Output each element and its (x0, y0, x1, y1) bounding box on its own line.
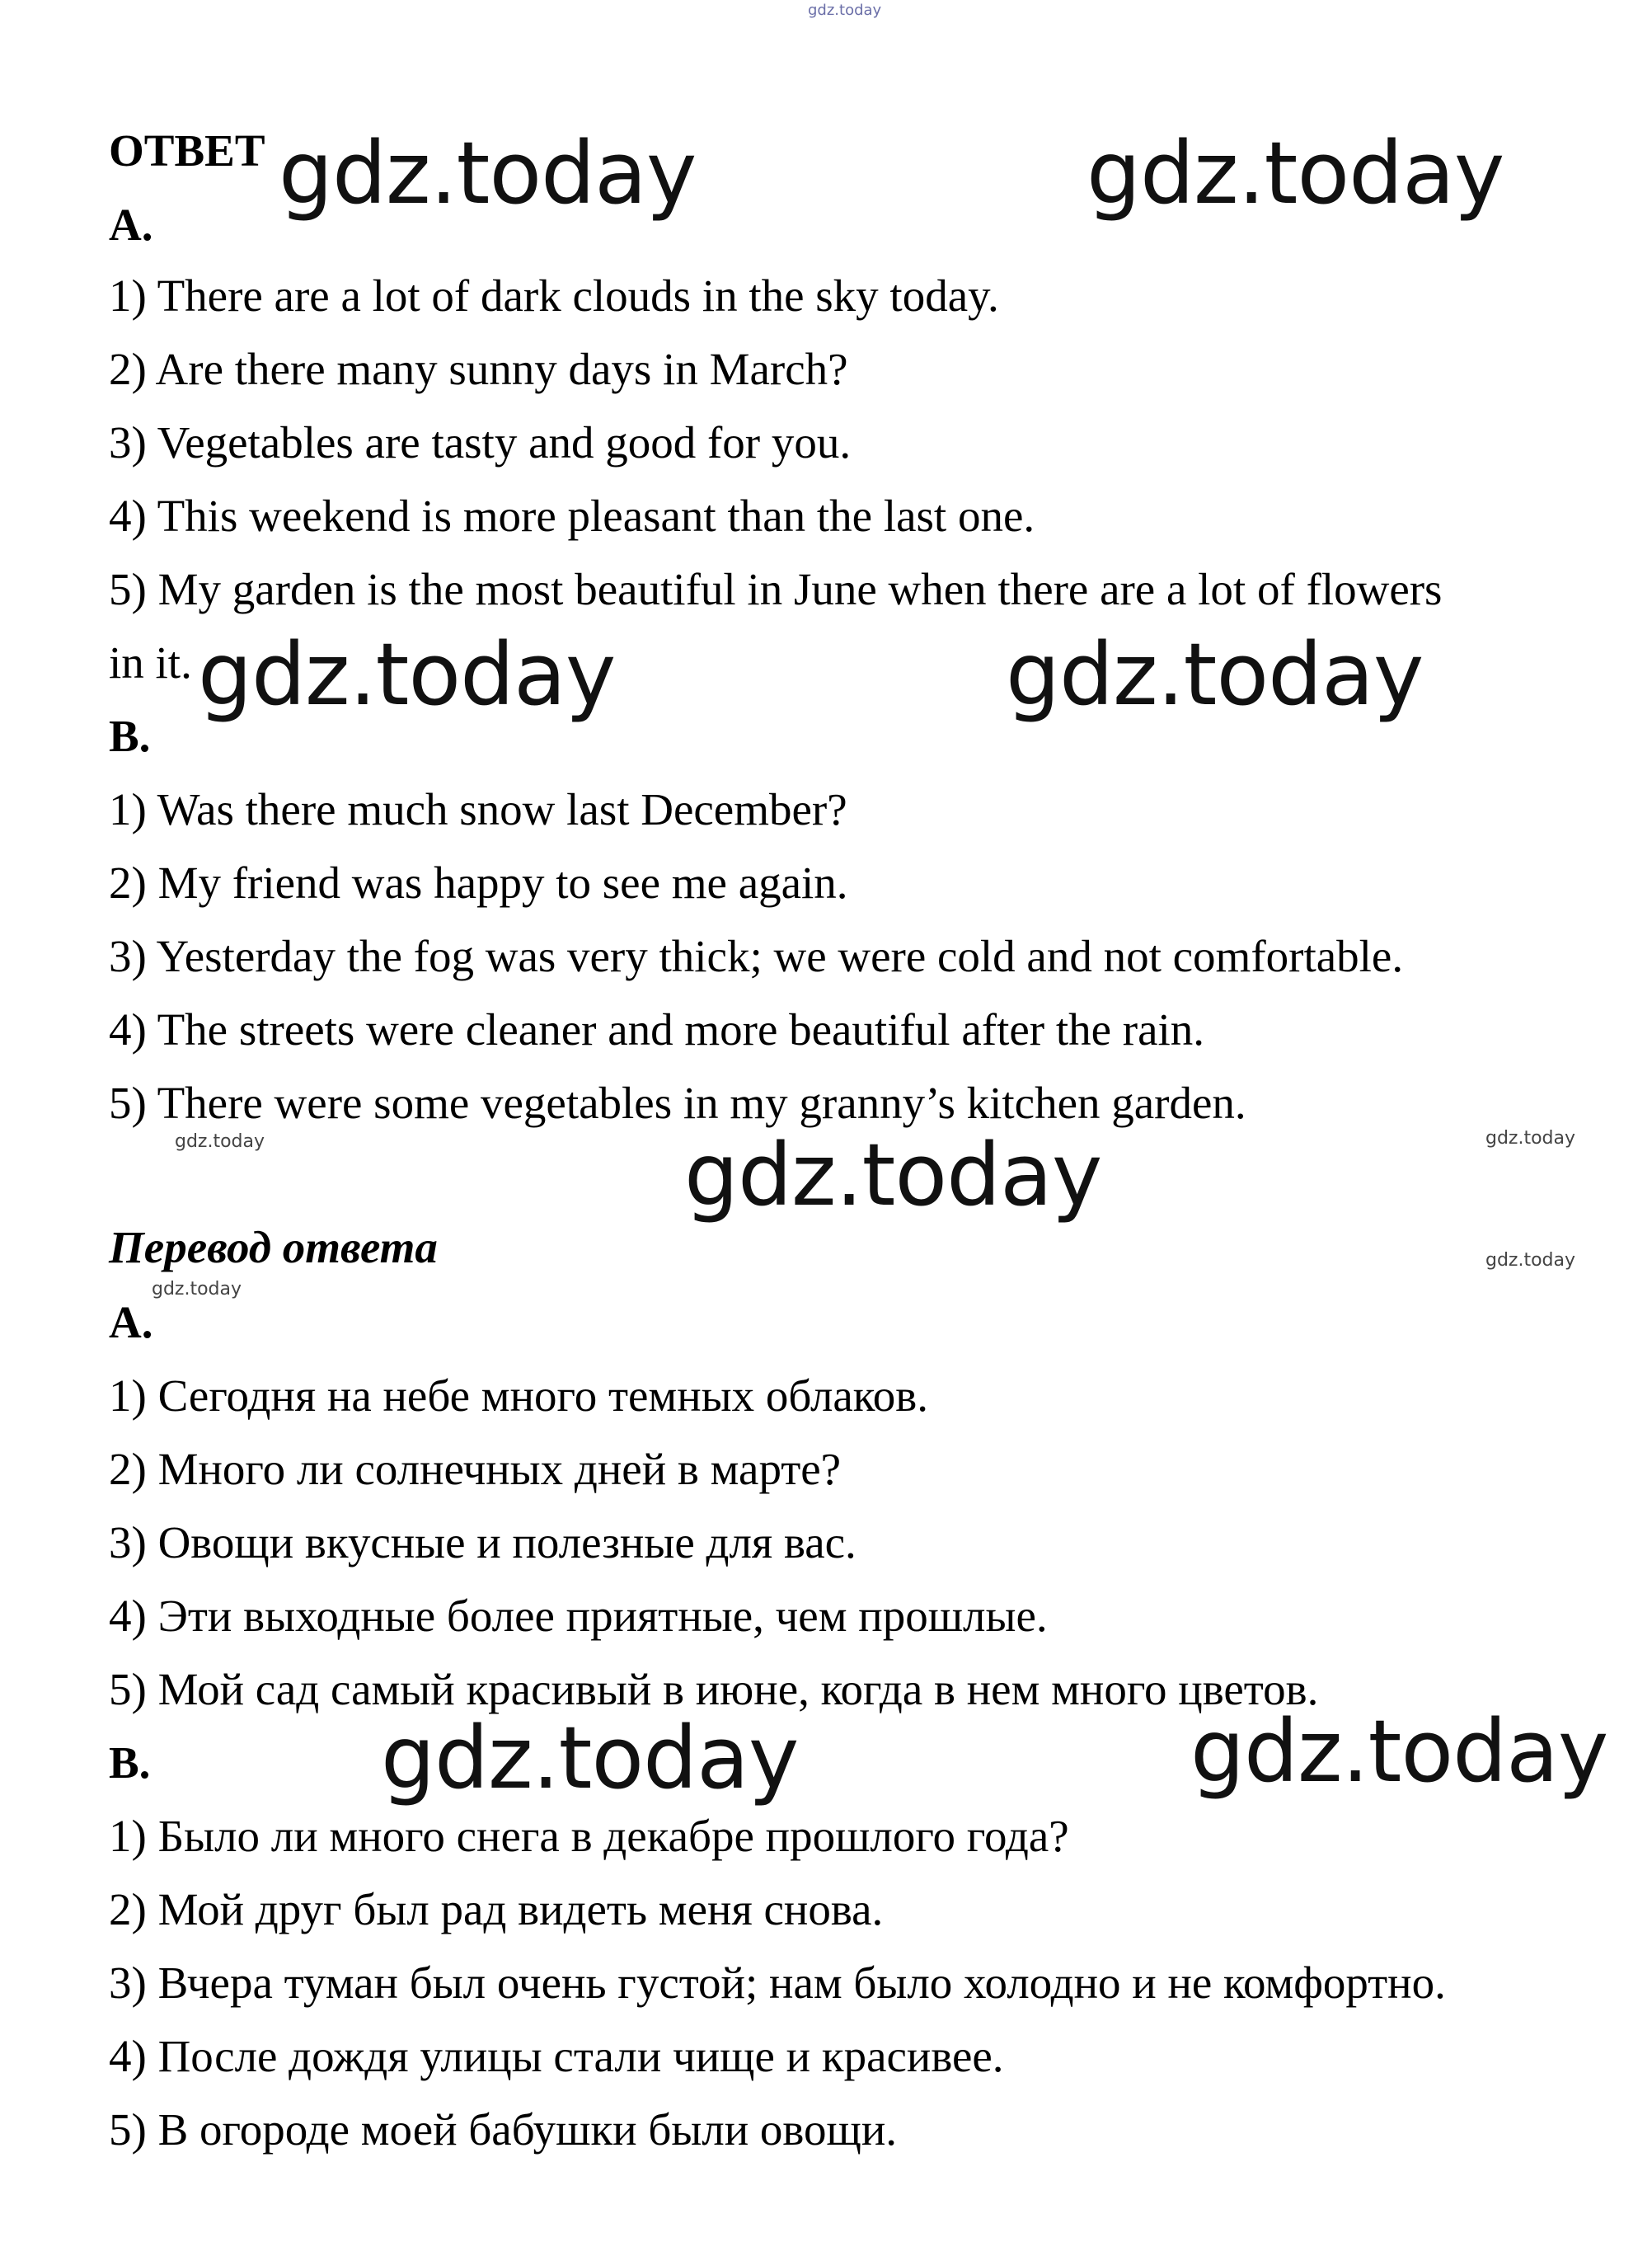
translation-section-a-label: A. (109, 1297, 153, 1347)
answer-b-item-2: 2) My friend was happy to see me again. (109, 858, 848, 908)
translation-b-item-4: 4) После дождя улицы стали чище и красивее. (109, 2031, 1004, 2081)
translation-b-item-1: 1) Было ли много снега в декабре прошлого года? (109, 1811, 1069, 1861)
answer-a-item-5-cont: in it. (109, 637, 192, 688)
answer-heading: ОТВЕТ (109, 125, 265, 176)
answer-a-item-5: 5) My garden is the most beautiful in June when there are a lot of flowers (109, 564, 1443, 614)
watermark-small: gdz.today (1485, 1250, 1576, 1271)
translation-b-item-5: 5) В огороде моей бабушки были овощи. (109, 2104, 898, 2155)
watermark-large: gdz.today (279, 123, 697, 223)
answer-b-item-1: 1) Was there much snow last December? (109, 784, 847, 834)
answer-section-b-label: B. (109, 711, 151, 761)
answer-a-item-1: 1) There are a lot of dark clouds in the sky today. (109, 270, 999, 321)
watermark-small: gdz.today (175, 1131, 265, 1152)
answer-b-item-5: 5) There were some vegetables in my granny’s kitchen garden. (109, 1078, 1246, 1128)
watermark-large: gdz.today (1086, 123, 1504, 223)
translation-b-item-3: 3) Вчера туман был очень густой; нам было холодно и не комфортно. (109, 1958, 1446, 2008)
translation-a-item-3: 3) Овощи вкусные и полезные для вас. (109, 1517, 857, 1567)
watermark-large: gdz.today (684, 1125, 1102, 1225)
watermark-large: gdz.today (1190, 1701, 1608, 1802)
translation-a-item-1: 1) Сегодня на небе много темных облаков. (109, 1370, 928, 1421)
translation-b-item-2: 2) Мой друг был рад видеть меня снова. (109, 1884, 884, 1934)
answer-section-a-label: A. (109, 200, 153, 250)
watermark-top: gdz.today (808, 2, 882, 19)
translation-a-item-4: 4) Эти выходные более приятные, чем прошлые. (109, 1591, 1048, 1641)
answer-a-item-3: 3) Vegetables are tasty and good for you. (109, 417, 852, 468)
translation-a-item-5: 5) Мой сад самый красивый в июне, когда в нем много цветов. (109, 1664, 1319, 1714)
watermark-small: gdz.today (152, 1279, 242, 1300)
answer-a-item-4: 4) This weekend is more pleasant than the last one. (109, 491, 1035, 541)
watermark-large: gdz.today (381, 1708, 799, 1808)
answer-b-item-4: 4) The streets were cleaner and more beautiful after the rain. (109, 1004, 1205, 1055)
translation-heading: Перевод ответа (109, 1222, 438, 1272)
watermark-large: gdz.today (198, 624, 616, 725)
watermark-large: gdz.today (1006, 624, 1424, 725)
answer-a-item-2: 2) Are there many sunny days in March? (109, 344, 848, 394)
answer-b-item-3: 3) Yesterday the fog was very thick; we were cold and not comfortable. (109, 931, 1404, 981)
translation-a-item-2: 2) Много ли солнечных дней в марте? (109, 1444, 842, 1494)
translation-section-b-label: B. (109, 1737, 151, 1788)
watermark-small: gdz.today (1485, 1128, 1576, 1149)
